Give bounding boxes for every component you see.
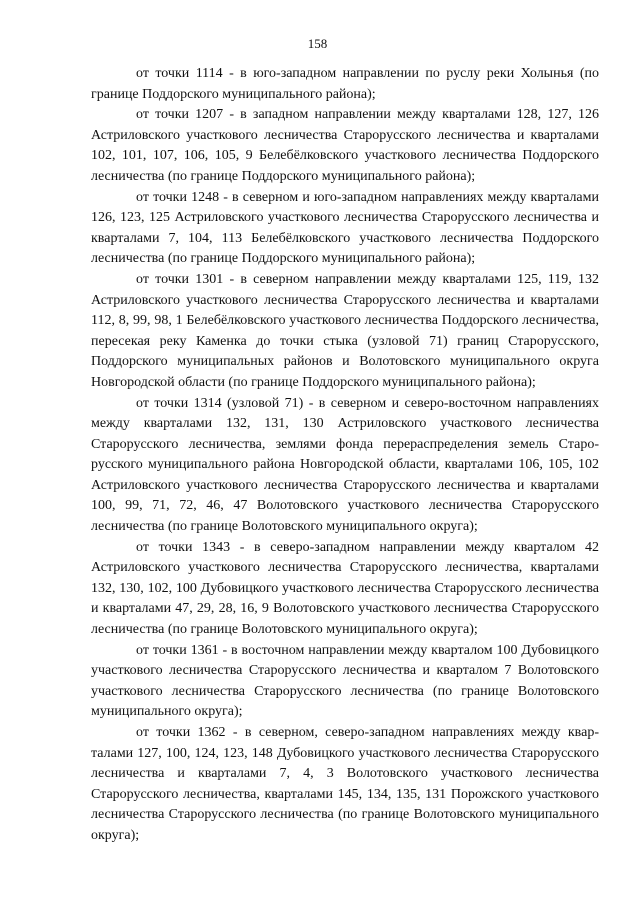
paragraph-point-1314: от точки 1314 (узловой 71) - в северном и северо-восточном направлениях между кварталами 132, 131, 130 Астриловского участкового лесничества Старорусского лесничества, землями фонда перераспределения земель Старорусского муниципального района Новгородской области, кварталами 106, 105, 102 Астриловского участкового лесничества Старорусского лесничества и кварталами 100, 99, 71, 72, 46, 47 Волотовского участкового лесничества Старорусского лесничества (по границе Волотовского муниципального округа); bbox=[91, 395, 599, 535]
paragraph-point-1301: от точки 1301 - в северном направлении между кварталами 125, 119, 132 Астриловского участкового лесничества Старорусского лесничества и кварталами 112, 8, 99, 98, 1 Белебёлковского участкового лесничества Поддорского лесничества, пересекая реку Каменка до точки стыка (узловой 71) границ Старорусского, Поддорского муниципальных районов и Волотовского муниципального округа Новгородской области (по границе Поддорского муниципального района); bbox=[91, 271, 599, 390]
paragraph-point-1248: от точки 1248 - в северном и юго-западном направлениях между кварталами 126, 123, 125 Астриловского участкового лесничества Старорусского лесничества и кварталами 7, 104, 113 Белебёлковского участкового лесничества Поддорского лесничества (по границе Поддорского муниципального района); bbox=[91, 189, 599, 267]
paragraph-point-1207: от точки 1207 - в западном направлении между кварталами 128, 127, 126 Астриловского участкового лесничества Старорусского лесничества и кварталами 102, 101, 107, 106, 105, 9 Белебёлковского участкового лесничества Поддорского лесничества (по границе Поддорского муниципального района); bbox=[91, 107, 599, 184]
paragraph-point-1343: от точки 1343 - в северо-западном направлении между кварталом 42 Астриловского участкового лесничества Старорусского лесничества, кварталами 132, 130, 102, 100 Дубовицкого участкового лесничества Старорусского лесничества и кварталами 47, 29, 28, 16, 9 Волотовского участкового лесничества Старорусского лесничества (по границе Волотовского муниципального округа); bbox=[91, 539, 599, 638]
page-number: 158 bbox=[307, 36, 328, 51]
paragraph-point-1362: от точки 1362 - в северном, северо-западном направлениях между кварталами 127, 100, 124, 123, 148 Дубовицкого участкового лесничества Старорусского лесничества и кварталами 7, 4, 3 Волотовского участкового лесничества Старорусского лесничества, кварталами 145, 134, 135, 131 Порожского участкового лесничества Старорусского лесничества (по границе Волотовского муниципального округа); bbox=[91, 725, 599, 843]
paragraph-point-1361: от точки 1361 - в восточном направлении между кварталом 100 Дубовицкого участкового лесничества Старорусского лесничества и кварталом 7 Волотовского участкового лесничества Старорусского лесничества (по границе Волотовского муниципального округа); bbox=[91, 642, 599, 720]
document-body bbox=[91, 64, 599, 847]
paragraph-point-1114: от точки 1114 - в юго-западном направлении по руслу реки Холынья (по границе Поддорского муниципального района); bbox=[91, 66, 599, 102]
